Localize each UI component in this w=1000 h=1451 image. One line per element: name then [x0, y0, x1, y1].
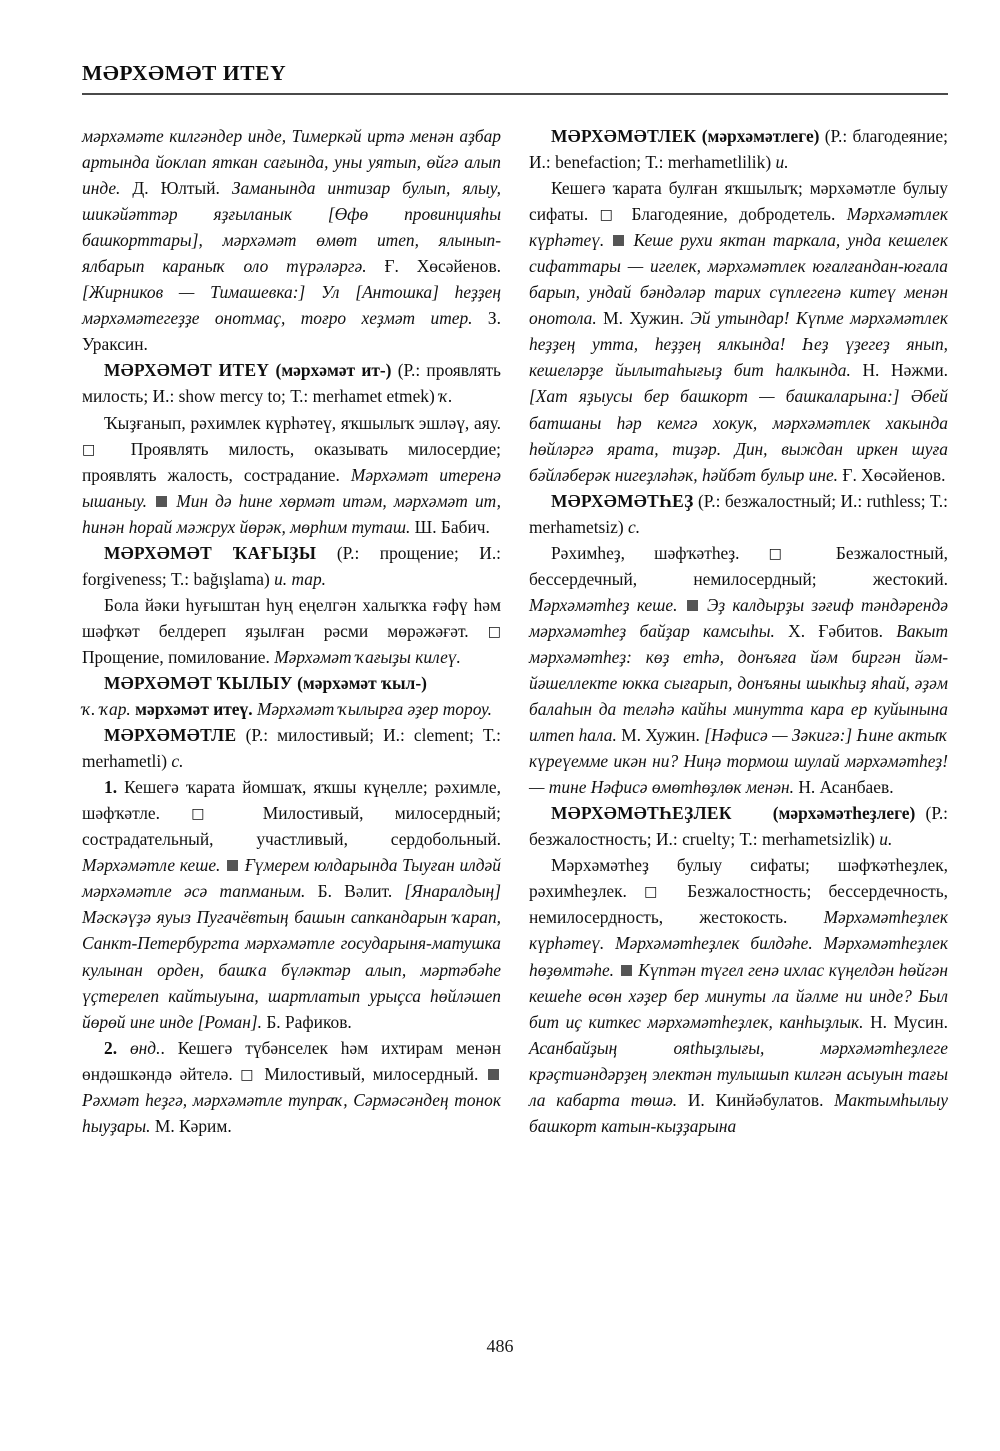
citation-source: Ғ. Хөсәйенов.	[842, 464, 946, 485]
sense-label: өнд.	[129, 1037, 161, 1058]
usage-example: Мәрхәмәтһеҙлек күрһәтеү.	[529, 907, 948, 954]
left-column	[82, 123, 501, 1313]
sense-number: 1.	[104, 777, 118, 798]
bashkir-definition: Кешегә түбәнселек һәм ихтирам менән өндәшкәндә әйтелә.	[82, 1037, 501, 1084]
bashkir-definition: Кешегә ҡарата булған яҡшылыҡ; мәрхәмәтле булыу сифаты.	[529, 178, 948, 225]
filled-square-marker	[613, 235, 624, 246]
part-of-speech: с.	[628, 516, 641, 537]
citation-source: М. Кәрим.	[154, 1115, 232, 1136]
running-head-rule	[82, 93, 948, 95]
russian-definition: Безжалостный, бессердечный, немилосердный; жестокий.	[529, 542, 948, 589]
citation-quote: [Нәфисә — Зәкигә:] Һине актыҡ күреүемме икән ни? Ниңә тормош шулай мәрхәмәтһеҙ! — тине Нәфисә өмөтһөҙлөк менән.	[529, 725, 948, 798]
open-square-marker: □	[82, 441, 111, 458]
entry-body-marhamat-qagyzy	[82, 592, 501, 670]
headword-marhamatle: МӘРХӘМӘТЛЕ	[104, 725, 237, 746]
gloss-line: (Р.: проявлять милость; И.: show mercy to; Т.: merhamet etmek)	[82, 360, 501, 407]
citation-quote-truncated: Мактымһылыу башкорт катын-кыҙҙарына	[529, 1089, 948, 1136]
citation-source: Н. Асанбаев.	[798, 777, 894, 798]
citation-quote: [Хат яҙыусы бер башкорт — башкаларына:] Әбей батшаны һәр кемгә хокук, мәрхәмәтлек хакында һөйләргә ярата, тиҙәр. Дин, выждан иркен шуға бәйләберәк нигеҙләһәк, һәйбәт булыр ине.	[529, 386, 948, 485]
right-column	[529, 123, 948, 1313]
headword-marhamat-qagyzy: МӘРХӘМӘТ ҠАҒЫҘЫ	[104, 542, 317, 563]
entry-body-marhamathezlek	[529, 852, 948, 1139]
bashkir-definition: Кешегә ҡарата йомшаҡ, яҡшы күңелле; рәхимле, шәфҡәтле.	[82, 777, 501, 824]
citation-quote: Асанбайҙың ояthыҙлығы, мәрхәмәтһеҙлеге крәҫтиәндәрҙең электән тулышып килгән асыуын тағы ла кабарта төшә.	[529, 1037, 948, 1110]
headword-marhamat-iteu: МӘРХӘМӘТ ИТЕҮ	[104, 360, 270, 381]
citation-source: Б. Вәлит.	[317, 881, 393, 902]
citation-source: М. Хужин.	[603, 308, 684, 329]
page-number: 486	[486, 1336, 514, 1356]
citation-quote: Вакыт мәрхәмәтһеҙ: көҙ етһә, донъяға йәм биргән йәм-йәшеллекте юкка сығарып, донъяны шыкһыҙ яһай, әҙәм балаһын да теләһә кайһы минутта кара ер куйынына илтеп һала.	[529, 620, 949, 746]
entry-headline-marhamatlek	[529, 123, 948, 175]
headword-paren-form: (мәрхәмәт ит-)	[275, 360, 392, 381]
entry-body-marhamat-iteu	[82, 410, 501, 540]
citation-source: Н. Мусин.	[870, 1011, 948, 1032]
headword-paren-form: (мәрхәмәтлеге)	[701, 126, 820, 146]
cross-reference-target: мәрхәмәт итеү.	[135, 699, 253, 720]
citation-source: Б. Рафиков.	[266, 1011, 352, 1032]
filled-square-marker	[156, 496, 167, 507]
russian-definition: Милостивый, милосердный.	[264, 1063, 479, 1084]
continuation-paragraph	[82, 123, 501, 357]
citation-quote: Күптән түгел генә ихлас күңелдән һөйгән кешеһе өсөн хәҙер бер минуты ла йәлме ни инде? Был бит иҫ киткес мәрхәмәтһеҙлек, канһыҙлык.	[529, 959, 948, 1032]
filled-square-marker	[621, 965, 632, 976]
part-of-speech: и. тар.	[274, 568, 327, 589]
usage-example: Мәрхәмәтһеҙлек һөҙөмтәһе.	[529, 933, 948, 980]
open-square-marker: □	[240, 1066, 257, 1083]
citation-source: И. Кинйәбулатов.	[687, 1089, 824, 1110]
usage-example: Мәрхәмәтһеҙ кеше.	[529, 594, 678, 615]
citation-source: Х. Ғәбитов.	[788, 620, 883, 641]
citation-source: Ш. Бабич.	[414, 516, 490, 537]
continuation-text-2: Заманында интизар булып, ялыу, шикәйәттәр яҙғыланык [Өфө провинцияһы башкорттары], мәрхәмәт өмөт итеп, ялынып-ялбарып караныҡ оло түрәләргә.	[82, 178, 501, 277]
russian-definition: Милостивый, милосердный; сострадательный, участливый, сердобольный.	[82, 803, 501, 850]
gloss-line: (Р.: безжалостность; И.: cruelty; Т.: merhametsizlik)	[529, 803, 948, 850]
gloss-line: (Р.: прощение; И.: forgiveness; Т.: bağışlama)	[82, 542, 501, 589]
part-of-speech: и.	[775, 152, 789, 173]
headword-paren-form: (мәрхәмәтһеҙлеге)	[772, 803, 916, 824]
filled-square-marker	[687, 600, 698, 611]
citation-source: Н. Нәжми.	[862, 360, 948, 381]
citation-source: М. Хужин.	[621, 725, 700, 746]
continuation-text-1: мәрхәмәте килгәндер инде, Тимеркәй иртә менән аҙбар артында йоклап яткан сағында, уны уятып, өйгә алып инде.	[82, 126, 501, 199]
filled-square-marker	[227, 860, 238, 871]
russian-definition: Проявлять милость, оказывать милосердие; проявлять жалость, сострадание.	[82, 438, 501, 485]
running-head-title: МӘРХӘМӘТ ИТЕҮ	[82, 61, 287, 85]
headword-marhamathezlek: МӘРХӘМӘТҺЕҘЛЕК	[551, 803, 732, 824]
part-of-speech: и.	[879, 829, 893, 850]
part-of-speech: с.	[171, 751, 184, 772]
citation-quote: [Янаралдың] Мәскәүҙә яуыз Пугачёвтың башын сапкандарын ҡарап, Санкт-Петербургта мәрхәмәтле государыня-матушка кулынан орден, башҡа бүләктәр алып, мәртәбәһе үҫтерелеп кайтыуына, шартлатып урыҫса һөйләшеп йөрөй ине инде [Роман].	[82, 881, 501, 1032]
gloss-line: (Р.: милостивый; И.: clement; Т.: merhametli)	[82, 725, 501, 772]
usage-example: Мәрхәмәтһеҙлек билдәһе.	[615, 933, 813, 954]
entry-body-marhamatlek	[529, 175, 948, 488]
russian-definition: Благодеяние, добродетель.	[631, 204, 836, 225]
continuation-text-3: [Жирников — Тимашевка:] Ул [Антошка] һеҙҙең мәрхәмәтегеҙҙе онотмаҫ, тоғро хеҙмәт итер.	[82, 282, 501, 329]
bashkir-definition: Мәрхәмәтһеҙ булыу сифаты; шәфҡәтһеҙлек, рәхимһеҙлек.	[529, 855, 948, 902]
continuation-source-3: З. Ураксин.	[82, 308, 501, 355]
russian-definition: Прощение, помилование.	[82, 646, 270, 667]
citation-quote: Ғүмерем юлдарында Тыуған илдәй мәрхәмәтле әсә тапманым.	[82, 855, 501, 902]
sense-2-marhamatle: 2. өнд.. Кешегә түбәнселек һәм ихтирам менән өндәшкәндә әйтелә. □ Милостивый, милосердный. Рәхмәт һеҙгә, мәрхәмәтле тупраҡ, Сәрмәсәндең тонок һыуҙары. М. Кәрим.	[82, 1037, 501, 1136]
open-square-marker: □	[644, 884, 671, 901]
open-square-marker: □	[599, 207, 620, 224]
headword-marhamatlek: МӘРХӘМӘТЛЕК	[551, 126, 697, 146]
entry-body-marhamathez	[529, 540, 948, 800]
citation-quote: Эй утындар! Күпме мәрхәмәтлек һеҙҙең утта, һеҙҙең ялкында! Һеҙ үҙегеҙ янып, кешеләрҙе йылытаһығыҙ бит һалкында.	[529, 308, 948, 381]
headword-marhamat-qylyu: МӘРХӘМӘТ ҠЫЛЫУ	[104, 672, 293, 693]
usage-example: Мәрхәмәтлек күрһәтеү.	[529, 204, 948, 251]
sense-1-marhamatle	[82, 774, 501, 1034]
bashkir-definition: Рәхимһеҙ, шәфҡәтһеҙ.	[551, 542, 740, 563]
gloss-line: (Р.: благодеяние; И.: benefaction; Т.: merhametlilik)	[529, 126, 948, 173]
open-square-marker: □	[768, 545, 807, 562]
entry-headline-marhamatle	[82, 722, 501, 774]
bashkir-definition: Ҡыҙғанып, рәхимлек күрһәтеү, яҡшылыҡ эшләү, аяу.	[104, 412, 501, 433]
entry-headline-marhamathez	[529, 488, 948, 540]
headword-paren-form: (мәрхәмәт ҡыл-)	[297, 672, 427, 693]
usage-example: Мәрхәмәт итеренә ышаныу.	[82, 464, 501, 511]
russian-definition: Безжалостность; бессердечность, немилосердность, жестокость.	[529, 881, 948, 928]
citation-quote: Кеше рухи яктан таркала, унда кешелек сифаттары — игелек, мәрхәмәтлек юғалғандан-юғала барып, ундай бәндәләр тарих сүплегенә китеү менән онотола.	[529, 230, 948, 329]
usage-example: Мәрхәмәтле кеше.	[82, 855, 221, 876]
entry-headline-marhamat-iteu	[82, 357, 501, 409]
part-of-speech-crossref: ҡ. ҡар.	[82, 699, 131, 720]
gloss-line: (Р.: безжалостный; И.: ruthless; Т.: merhametsiz)	[529, 490, 948, 537]
continuation-source-2: Ғ. Хөсәйенов.	[384, 256, 501, 277]
usage-example: Мәрхәмәт ҡағыҙы килеү.	[274, 646, 461, 667]
headword-marhamathez: МӘРХӘМӘТҺЕҘ	[551, 490, 694, 511]
entry-body-marhamat-qylyu	[82, 696, 501, 722]
open-square-marker: □	[487, 623, 501, 640]
body-columns	[82, 123, 948, 1313]
entry-headline-marhamat-qylyu	[82, 670, 501, 696]
citation-quote: Эҙ калдырҙы зәғиф тәндәрендә мәрхәмәтһеҙ байҙар камсыһы.	[529, 594, 948, 641]
citation-quote: Рәхмәт һеҙгә, мәрхәмәтле тупраҡ, Сәрмәсәндең тонок һыуҙары.	[82, 1089, 501, 1136]
open-square-marker: □	[191, 806, 232, 823]
continuation-source-1: Д. Юлтый.	[132, 178, 220, 199]
running-head	[82, 62, 948, 95]
part-of-speech: ҡ.	[439, 386, 453, 407]
usage-example: Мәрхәмәт ҡылырға әҙер тороу.	[256, 699, 493, 720]
citation-quote: Мин дә һине хөрмәт итәм, мәрхәмәт ит, һинән һорай мәжрух йөрәк, мөрһим туташ.	[82, 490, 501, 537]
entry-headline-marhamat-qagyzy	[82, 540, 501, 592]
entry-headline-marhamathezlek	[529, 800, 948, 852]
filled-square-marker	[488, 1069, 499, 1080]
sense-number: 2.	[104, 1037, 118, 1058]
bashkir-definition: Бола йәки һуғыштан һуң еңелгән халыҡҡа ғәфү һәм шәфҡәт белдереп яҙылған рәсми мөрәжәғәт.	[82, 594, 501, 641]
